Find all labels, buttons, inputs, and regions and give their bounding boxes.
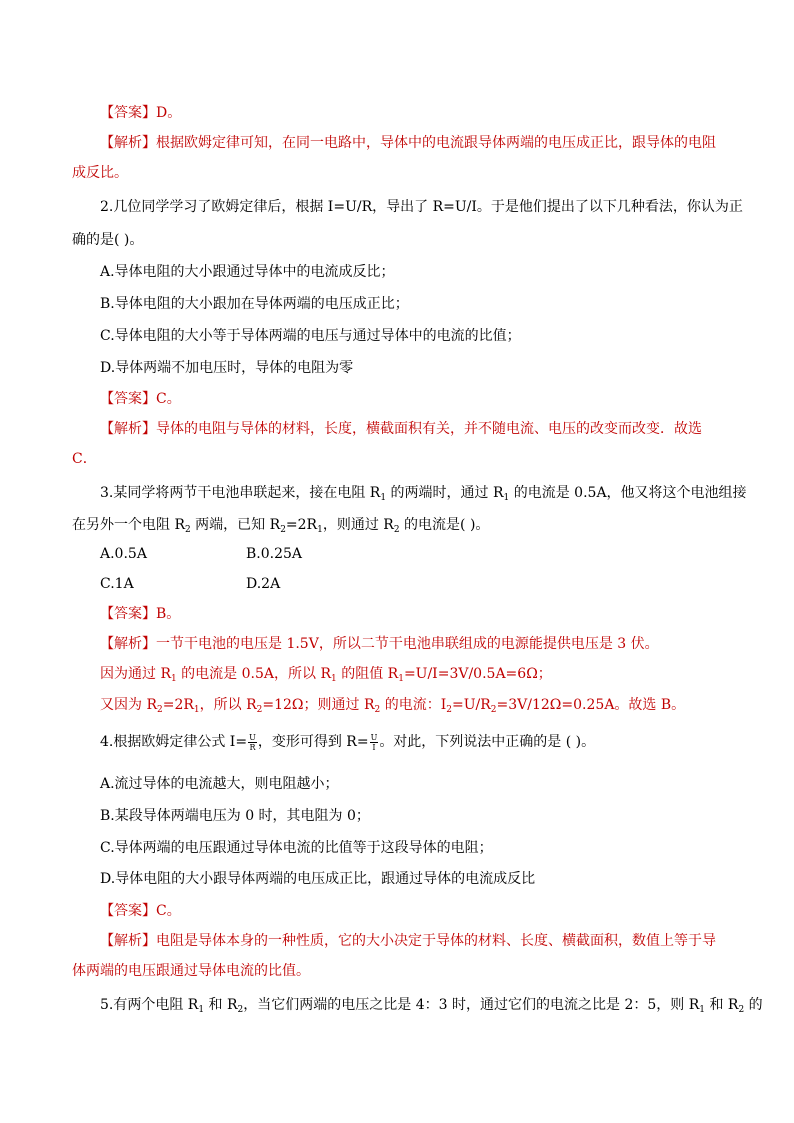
q2-stem-line-1: 2.几位同学学习了欧姆定律后，根据 I=U/R，导出了 R=U/I。于是他们提出了以下几种看法，你认为正 [100, 199, 743, 215]
subscript: 1 [171, 674, 177, 684]
q4-text: ，变形可得到 R= [257, 734, 369, 750]
analysis-text: 根据欧姆定律可知，在同一电路中，导体中的电流跟导体两端的电压成正比，跟导体的电阻 [156, 135, 716, 151]
fraction-denominator: R [249, 742, 256, 752]
q3-option-a: A.0.5A [100, 546, 147, 562]
q3-text: 在另外一个电阻 R [72, 517, 185, 533]
q2-option-b: B.导体电阻的大小跟加在导体两端的电压成正比； [100, 296, 409, 312]
fraction-u-over-r [248, 733, 257, 752]
q4-option-b: B.某段导体两端电压为 0 时，其电阻为 0； [100, 808, 370, 824]
subscript: 1 [317, 525, 323, 535]
q3-option-b: B.0.25A [246, 546, 303, 562]
analysis-text: 的阻值 R [336, 666, 399, 682]
subscript: 1 [331, 674, 337, 684]
q4-answer [100, 901, 181, 921]
q3-answer [100, 604, 180, 624]
subscript: 2 [157, 705, 163, 715]
q3-text: 的两端时，通过 R [386, 485, 504, 501]
analysis-label: 【解析】 [100, 135, 156, 151]
q2-option-a: A.导体电阻的大小跟通过导体中的电流成反比； [100, 264, 395, 280]
analysis-text: =12Ω；则通过 R [262, 697, 375, 713]
q3-analysis-line-1 [100, 634, 659, 654]
q3-text: 的电流是( )。 [399, 517, 490, 533]
analysis-text: 一节干电池的电压是 1.5V，所以二节干电池串联组成的电源能提供电压是 3 伏。 [156, 636, 659, 652]
analysis-text: 因为通过 R [100, 666, 171, 682]
q2-stem-line-2: 确的是( )。 [72, 232, 144, 248]
fraction-denominator: I [372, 742, 376, 752]
analysis-text: 电阻是导体本身的一种性质，它的大小决定于导体的材料、长度、横截面积，数值上等于导 [156, 933, 716, 949]
answer-value: D。 [156, 105, 182, 121]
answer-value: C。 [156, 903, 181, 919]
q1-answer [100, 103, 181, 123]
analysis-text: 导体的电阻与导体的材料，长度，横截面积有关，并不随电流、电压的改变而改变．故选 [156, 421, 702, 437]
subscript: 1 [198, 1005, 205, 1015]
q5-text: 和 R [705, 997, 739, 1013]
subscript: 1 [398, 674, 404, 684]
q4-text: 。对此，下列说法中正确的是 ( )。 [379, 734, 596, 750]
analysis-label: 【解析】 [100, 933, 156, 949]
q5-stem-line-1 [100, 995, 763, 1015]
answer-value: C。 [156, 391, 181, 407]
subscript: 1 [380, 493, 387, 503]
q4-option-d: D.导体电阻的大小跟导体两端的电压成正比，跟通过导体的电流成反比 [100, 871, 536, 887]
q2-answer [100, 389, 181, 409]
q3-text: 两端，已知 R [190, 517, 281, 533]
subscript: 1 [699, 1005, 705, 1015]
analysis-text: 的电流是 0.5A，所以 R [176, 666, 332, 682]
subscript: 2 [446, 705, 452, 715]
subscript: 2 [490, 705, 497, 715]
q3-text: 3.某同学将两节干电池串联起来，接在电阻 R [100, 485, 381, 501]
answer-label: 【答案】 [100, 606, 156, 622]
q5-text: 和 R [204, 997, 238, 1013]
subscript: 1 [193, 705, 200, 715]
analysis-text: 的电流：I [380, 697, 447, 713]
q2-analysis-line-1 [100, 419, 702, 439]
subscript: 2 [256, 705, 263, 715]
fraction-numerator: U [370, 732, 378, 742]
q4-option-a: A.流过导体的电流越大，则电阻越小； [100, 776, 339, 792]
subscript: 2 [185, 525, 191, 535]
fraction-numerator: U [249, 732, 256, 742]
q3-stem-line-1 [100, 483, 747, 503]
subscript: 2 [393, 525, 400, 535]
analysis-label: 【解析】 [100, 636, 156, 652]
analysis-text: =U/I=3V/0.5A=6Ω； [403, 666, 552, 682]
q3-options-row-2 [100, 574, 400, 594]
q4-text: 4.根据欧姆定律公式 I= [100, 734, 248, 750]
q2-analysis-line-2: C． [72, 451, 97, 467]
q2-option-c: C.导体电阻的大小等于导体两端的电压与通过导体中的电流的比值； [100, 328, 521, 344]
analysis-text: 又因为 R [100, 697, 157, 713]
analysis-text: =U/R [452, 697, 491, 713]
q1-analysis-line-1 [100, 133, 716, 153]
subscript: 2 [280, 525, 286, 535]
subscript: 2 [237, 1005, 244, 1015]
q3-analysis-line-3 [100, 695, 685, 715]
q3-options-row-1 [100, 544, 400, 564]
q3-text: =2R [285, 517, 318, 533]
q5-text: 5.有两个电阻 R [100, 997, 199, 1013]
q4-analysis-line-2: 体两端的电压跟通过导体电流的比值。 [72, 963, 310, 979]
answer-label: 【答案】 [100, 105, 156, 121]
q1-analysis-line-2: 成反比。 [72, 165, 128, 181]
q3-option-d: D.2A [246, 576, 281, 592]
q3-text: 的电流是 0.5A，他又将这个电池组接 [509, 485, 747, 501]
fraction-u-over-i [370, 733, 379, 752]
analysis-text: =2R [162, 697, 194, 713]
q4-stem [100, 732, 595, 752]
answer-label: 【答案】 [100, 903, 156, 919]
subscript: 1 [503, 493, 510, 503]
q4-analysis-line-1 [100, 931, 716, 951]
answer-label: 【答案】 [100, 391, 156, 407]
q2-option-d: D.导体两端不加电压时，导体的电阻为零 [100, 360, 354, 376]
q4-option-c: C.导体两端的电压跟通过导体电流的比值等于这段导体的电阻； [100, 840, 493, 856]
q5-text: ，当它们两端的电压之比是 4：3 时，通过它们的电流之比是 2：5，则 R [243, 997, 700, 1013]
q3-text: ，则通过 R [322, 517, 394, 533]
q3-stem-line-2 [72, 515, 489, 535]
answer-value: B。 [156, 606, 181, 622]
q5-text: 的 [744, 997, 763, 1013]
analysis-text: ，所以 R [199, 697, 257, 713]
subscript: 2 [738, 1005, 745, 1015]
q3-analysis-line-2 [100, 664, 552, 684]
subscript: 2 [374, 705, 381, 715]
analysis-label: 【解析】 [100, 421, 156, 437]
q3-option-c: C.1A [100, 576, 134, 592]
analysis-text: =3V/12Ω=0.25A。故选 B。 [496, 697, 686, 713]
